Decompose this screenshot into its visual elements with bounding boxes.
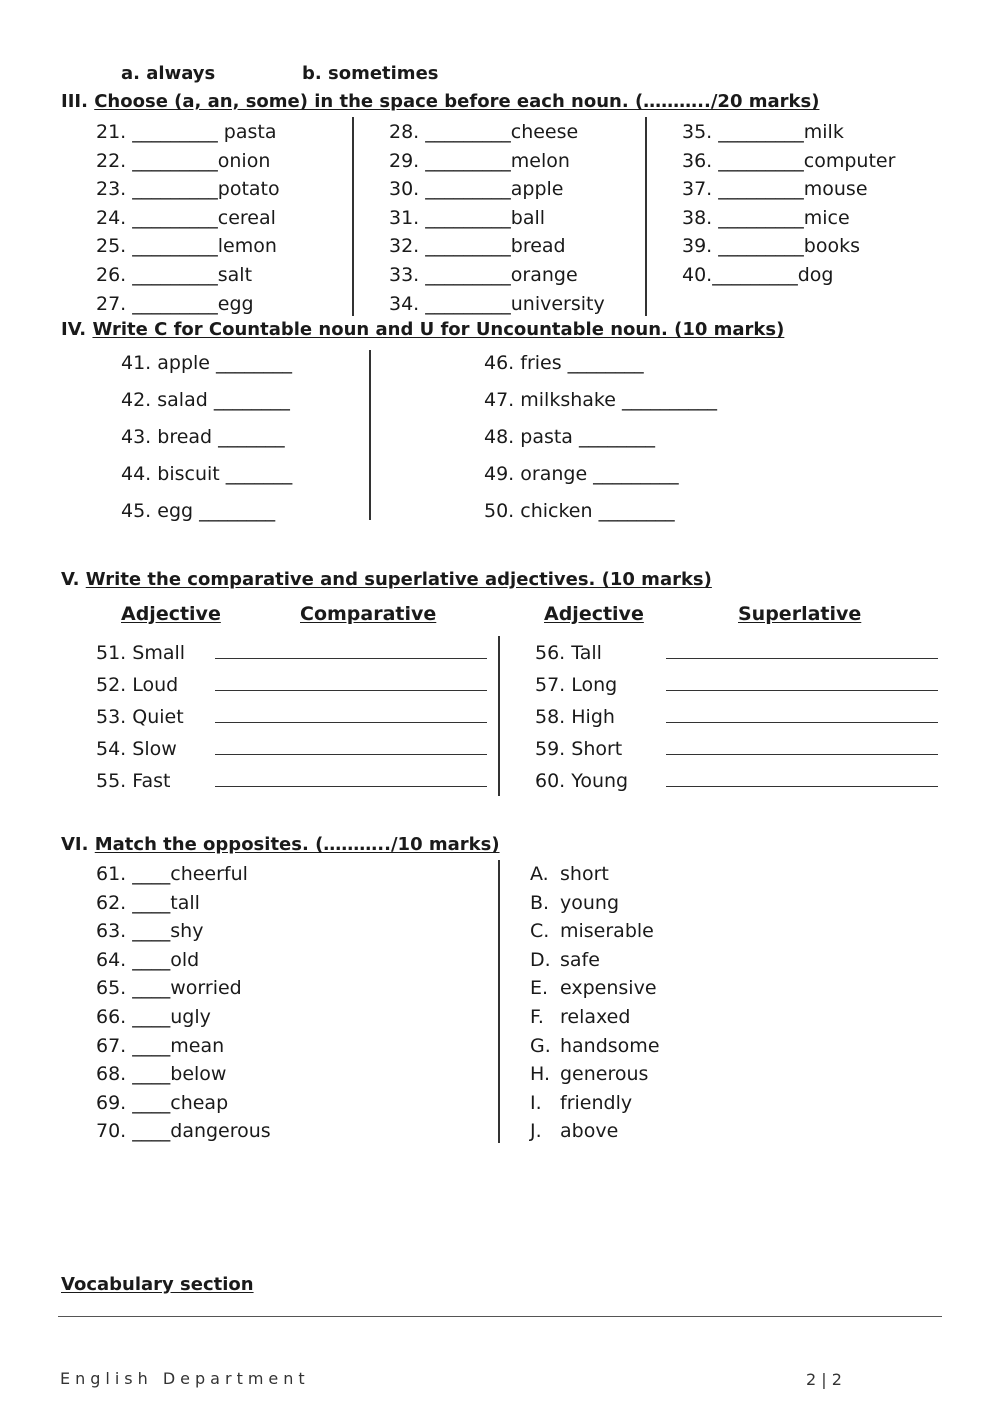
header-adjective: Adjective	[544, 603, 644, 625]
list-item: 38. _________mice	[682, 206, 850, 229]
section-v-heading	[61, 569, 712, 590]
section-v-numeral: V.	[61, 569, 80, 590]
option-letter: B.	[530, 891, 550, 914]
column-divider	[498, 860, 500, 1143]
list-item: 69. ____cheap	[96, 1091, 229, 1114]
list-item: 54. Slow	[96, 738, 177, 760]
section-vi-numeral: VI.	[61, 834, 89, 855]
vocabulary-title: Vocabulary section	[61, 1274, 254, 1295]
list-item: 25. _________lemon	[96, 235, 277, 258]
list-item: 67. ____mean	[96, 1034, 225, 1057]
answer-line[interactable]	[666, 658, 938, 659]
section-v-title: Write the comparative and superlative adjectives. (10 marks)	[85, 569, 712, 590]
answer-line[interactable]	[215, 786, 487, 787]
section-iii-col2	[389, 118, 605, 318]
list-item: 30. _________apple	[389, 178, 564, 201]
list-item: 26. _________salt	[96, 263, 253, 286]
option-word: handsome	[560, 1034, 660, 1057]
list-item: 49. orange _________	[484, 463, 679, 485]
header-comparative: Comparative	[300, 603, 437, 625]
option-word: expensive	[560, 977, 657, 1000]
list-item: 50. chicken ________	[484, 500, 675, 522]
list-item: 28. _________cheese	[389, 121, 579, 143]
list-item: 23. _________potato	[96, 178, 280, 201]
answer-line[interactable]	[215, 754, 487, 755]
answer-line[interactable]	[666, 754, 938, 755]
list-item: 68. ____below	[96, 1063, 227, 1086]
list-item: 37. _________mouse	[682, 178, 868, 201]
section-vi-letters	[530, 860, 551, 1146]
section-iv-title: Write C for Countable noun and U for Uncountable noun. (10 marks)	[92, 319, 785, 340]
list-item: 33. _________orange	[389, 263, 578, 286]
list-item: 46. fries ________	[484, 352, 644, 374]
section-iii-numeral: III.	[61, 91, 88, 112]
option-word: short	[560, 863, 609, 885]
answer-line[interactable]	[666, 722, 938, 723]
option-a: a. always	[121, 63, 216, 84]
list-item: 58. High	[535, 706, 615, 728]
header-adjective: Adjective	[121, 603, 221, 625]
section-iii-title: Choose (a, an, some) in the space before each noun. (………../20 marks)	[94, 91, 820, 112]
option-letter: A.	[530, 863, 549, 885]
option-letter: I.	[530, 1091, 542, 1114]
list-item: 41. apple ________	[121, 352, 293, 374]
list-item: 52. Loud	[96, 674, 179, 696]
list-item: 35. _________milk	[682, 121, 844, 143]
column-divider	[369, 350, 371, 520]
page-number: 2 | 2	[806, 1370, 842, 1389]
option-word: miserable	[560, 920, 654, 943]
option-letter: G.	[530, 1034, 551, 1057]
section-v-col2	[535, 637, 628, 797]
list-item: 66. ____ugly	[96, 1005, 211, 1028]
answer-line[interactable]	[215, 690, 487, 691]
section-vi-title: Match the opposites. (………../10 marks)	[94, 834, 500, 855]
option-letter: D.	[530, 948, 551, 971]
list-item: 39. _________books	[682, 235, 860, 258]
option-b: b. sometimes	[302, 63, 439, 84]
section-vi-col1	[96, 860, 271, 1146]
section-iii-heading	[61, 91, 819, 112]
option-word: friendly	[560, 1091, 633, 1114]
list-item: 29. _________melon	[389, 149, 570, 172]
section-v-col1	[96, 637, 185, 797]
option-letter: J.	[530, 1120, 542, 1143]
section-iii-col3	[682, 118, 895, 290]
list-item: 70. ____dangerous	[96, 1120, 271, 1143]
list-item: 36. _________computer	[682, 149, 896, 172]
answer-line[interactable]	[215, 722, 487, 723]
option-letter: E.	[530, 977, 549, 1000]
list-item: 31. _________ball	[389, 206, 546, 229]
list-item: 59. Short	[535, 738, 623, 760]
option-word: safe	[560, 948, 600, 971]
list-item: 42. salad ________	[121, 389, 290, 411]
column-divider	[498, 636, 500, 796]
list-item: 61. ____cheerful	[96, 863, 248, 885]
column-divider	[352, 117, 354, 316]
list-item: 27. _________egg	[96, 292, 254, 315]
list-item: 44. biscuit _______	[121, 463, 293, 485]
answer-line[interactable]	[215, 658, 487, 659]
list-item: 64. ____old	[96, 948, 200, 971]
list-item: 22. _________onion	[96, 149, 271, 172]
option-word: young	[560, 891, 620, 914]
option-word: relaxed	[560, 1005, 631, 1028]
list-item: 47. milkshake __________	[484, 389, 717, 411]
list-item: 60. Young	[535, 770, 629, 792]
answer-line[interactable]	[666, 786, 938, 787]
list-item: 56. Tall	[535, 642, 602, 664]
list-item: 43. bread _______	[121, 426, 285, 448]
option-letter: F.	[530, 1005, 544, 1028]
option-letter: H.	[530, 1063, 550, 1086]
list-item: 34. _________university	[389, 292, 605, 315]
section-iv-col1	[121, 345, 292, 530]
list-item: 45. egg ________	[121, 500, 276, 522]
option-word: generous	[560, 1063, 649, 1086]
list-item: 62. ____tall	[96, 891, 200, 914]
header-superlative: Superlative	[738, 603, 862, 625]
section-iv-col2	[484, 345, 717, 530]
option-letter: C.	[530, 920, 550, 943]
list-item: 51. Small	[96, 642, 186, 664]
option-word: above	[560, 1120, 619, 1143]
footer-divider	[58, 1316, 942, 1317]
section-iv-numeral: IV.	[61, 319, 87, 340]
section-iii-col1	[96, 118, 280, 318]
answer-line[interactable]	[666, 690, 938, 691]
list-item: 24. _________cereal	[96, 206, 276, 229]
list-item: 57. Long	[535, 674, 618, 696]
column-divider	[645, 117, 647, 316]
list-item: 65. ____worried	[96, 977, 242, 1000]
list-item: 40._________dog	[682, 263, 834, 286]
list-item: 48. pasta ________	[484, 426, 655, 448]
list-item: 32. _________bread	[389, 235, 566, 258]
section-vi-heading	[61, 834, 500, 855]
list-item: 21. _________ pasta	[96, 121, 277, 143]
list-item: 55. Fast	[96, 770, 171, 792]
footer-department: English Department	[60, 1369, 310, 1388]
section-vi-words	[560, 860, 660, 1146]
list-item: 63. ____shy	[96, 920, 204, 943]
list-item: 53. Quiet	[96, 706, 184, 728]
section-iv-heading	[61, 319, 784, 340]
